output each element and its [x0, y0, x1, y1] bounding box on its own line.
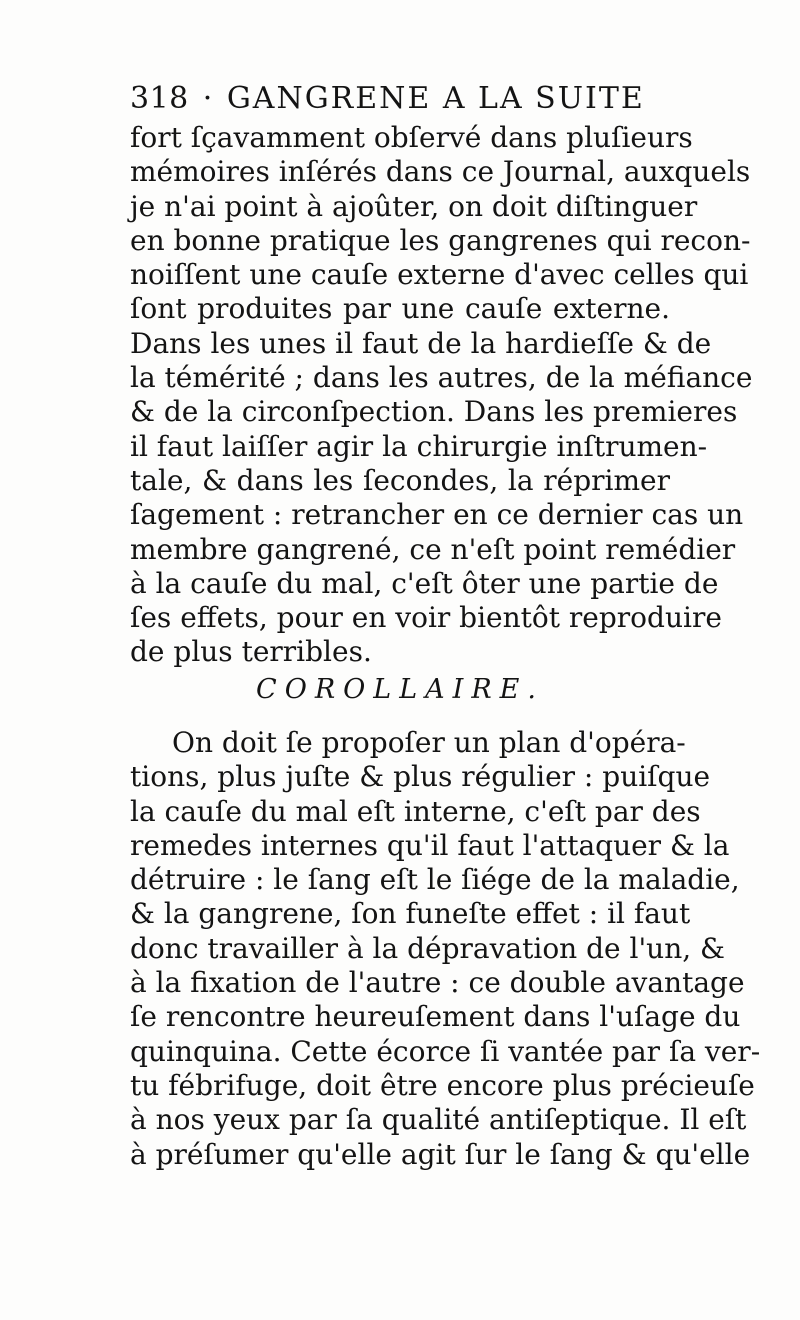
text-line: à nos yeux par ſa qualité antiſeptique. Il eſt	[130, 1103, 747, 1137]
text-line: tale, & dans les ſecondes, la réprimer	[130, 463, 670, 497]
section-heading: COROLLAIRE.	[256, 674, 544, 705]
text-line: je n'ai point à ajoûter, on doit diſtinguer	[130, 189, 698, 223]
text-line: fort ſçavamment obſervé dans pluſieurs	[130, 121, 693, 154]
text-line: quinquina. Cette écorce ſi vantée par ſa ver-	[130, 1034, 761, 1068]
text-line: la cauſe du mal eſt interne, c'eſt par des	[130, 794, 701, 828]
text-line: remedes internes qu'il faut l'attaquer & la	[130, 828, 730, 862]
running-head-title: GANGRENE A LA SUITE	[226, 81, 645, 116]
text-line: Dans les unes il faut de la hardieſſe & de	[130, 326, 712, 360]
text-line: la témérité ; dans les autres, de la méfiance	[130, 361, 753, 395]
text-line: ſagement : retrancher en ce dernier cas un	[130, 498, 744, 532]
text-line: détruire : le ſang eſt le ſiége de la maladie,	[130, 863, 740, 897]
text-line: tu fébrifuge, doit être encore plus précieuſe	[130, 1068, 755, 1102]
text-line: tions, plus juſte & plus régulier : puiſque	[130, 760, 711, 794]
page-number: 318	[130, 81, 189, 116]
text-line: noiſſent une cauſe externe d'avec celles qui	[130, 258, 749, 292]
text-line: mémoires inſérés dans ce Journal, auxquels	[130, 155, 751, 189]
text-line: de plus terribles.	[130, 635, 372, 669]
text-line: en bonne pratique les gangrenes qui recon-	[130, 223, 751, 257]
text-line: à la cauſe du mal, c'eſt ôter une partie de	[130, 566, 719, 600]
text-line: ſont produites par une cauſe externe.	[130, 292, 670, 326]
text-line: & la gangrene, ſon funeſte effet : il faut	[130, 897, 691, 931]
text-line: membre gangrené, ce n'eſt point remédier	[130, 532, 736, 566]
text-line: ſes effets, pour en voir bientôt reproduire	[130, 601, 722, 635]
paragraph-2	[130, 726, 761, 1172]
paragraph-1	[130, 121, 753, 670]
text-line: il faut laiſſer agir la chirurgie inſtrumen-	[130, 429, 708, 463]
text-line: On doit ſe propoſer un plan d'opéra-	[172, 726, 686, 759]
text-line: à la fixation de l'autre : ce double avantage	[130, 966, 745, 1000]
text-line: & de la circonſpection. Dans les premieres	[130, 395, 738, 429]
running-head	[130, 78, 690, 120]
running-head-separator: ·	[202, 81, 213, 116]
text-line: donc travailler à la dépravation de l'un, &	[130, 931, 725, 965]
text-line: à préſumer qu'elle agit ſur le ſang & qu'elle	[130, 1137, 751, 1171]
text-line: ſe rencontre heureuſement dans l'uſage du	[130, 1000, 741, 1034]
